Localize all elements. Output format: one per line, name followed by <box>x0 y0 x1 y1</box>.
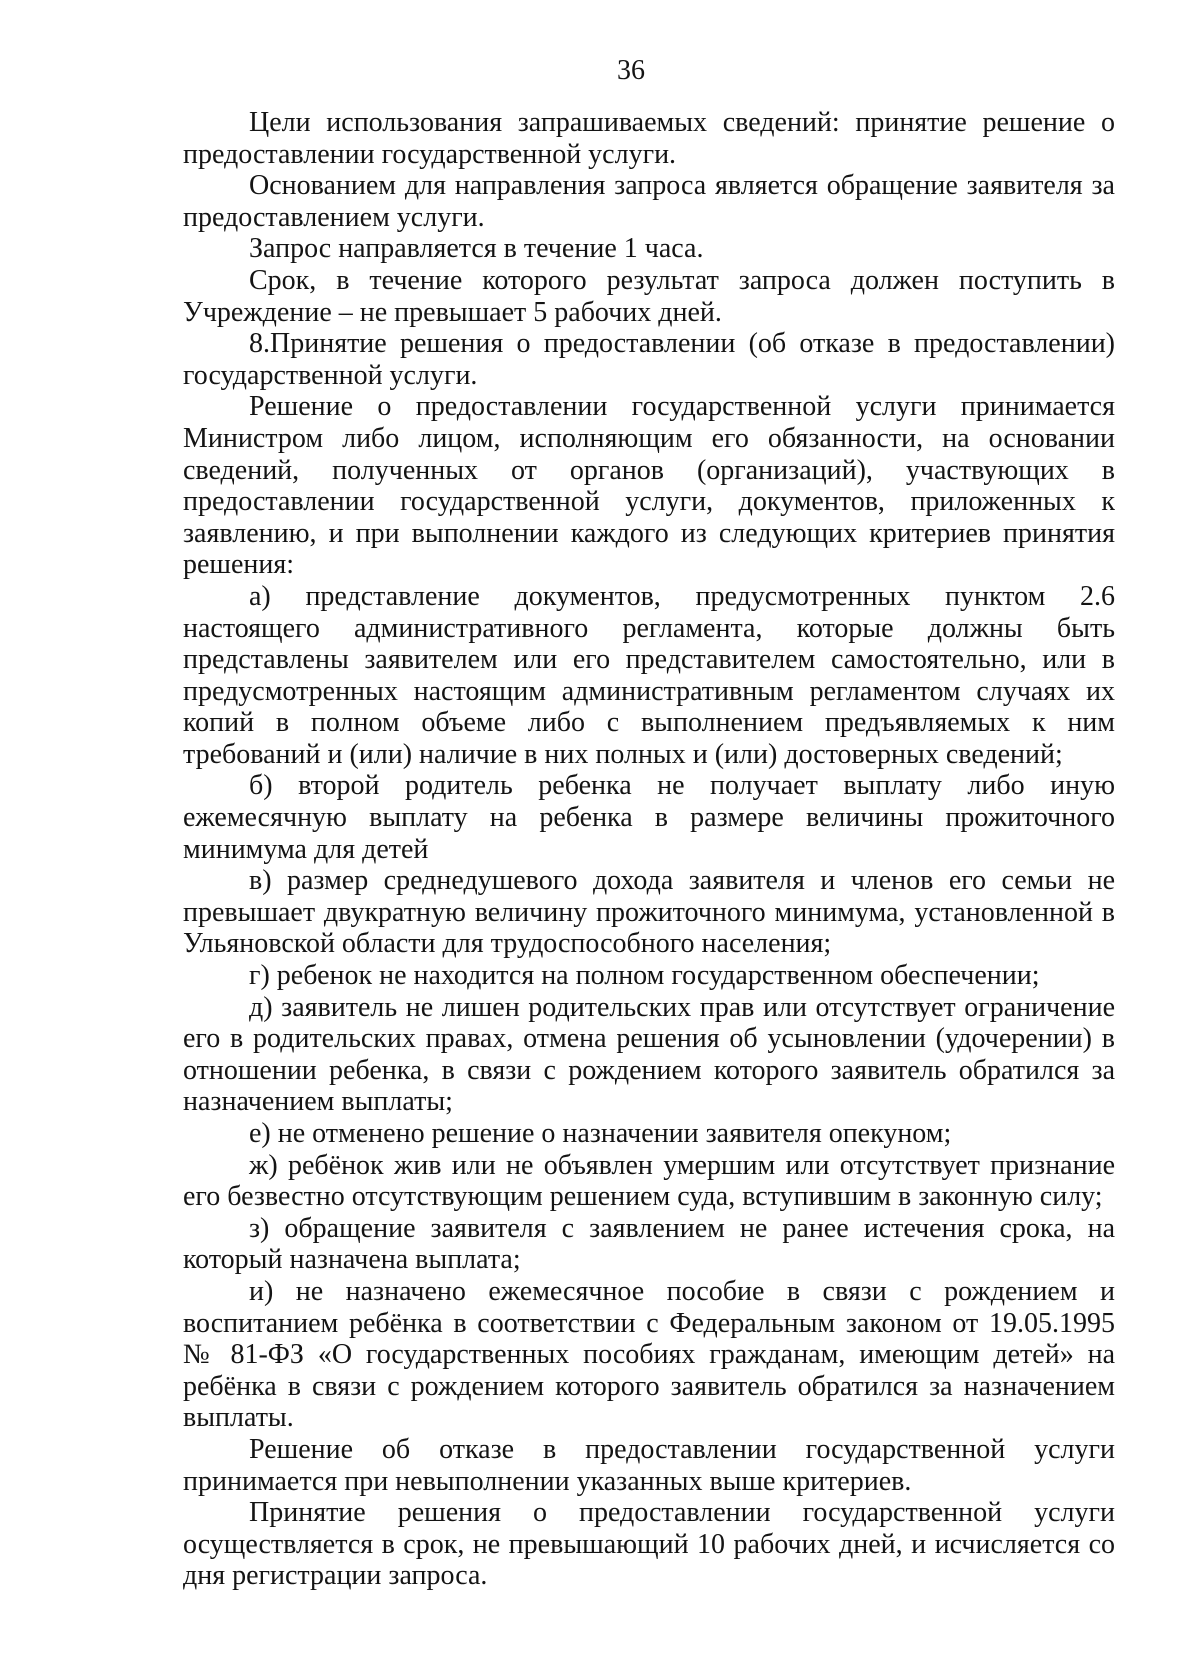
paragraph-basis: Основанием для направления запроса является обращение заявителя за предоставлением услуги. <box>183 170 1115 233</box>
criterion-e: е) не отменено решение о назначении заявителя опекуном; <box>249 1118 952 1149</box>
document-body <box>183 107 1115 1592</box>
criterion-z: з) обращение заявителя с заявлением не ранее истечения срока, на который назначена выплата; <box>183 1212 1115 1276</box>
criterion-v: в) размер среднедушевого дохода заявителя и членов его семьи не превышает двукратную величину прожиточного минимума, установленной в Ульяновской области для трудоспособного населения; <box>183 865 1115 960</box>
page-number: 36 <box>617 55 645 86</box>
paragraph-result-deadline: Срок, в течение которого результат запроса должен поступить в Учреждение – не превышает 5 рабочих дней. <box>183 264 1115 328</box>
criterion-i: и) не назначено ежемесячное пособие в связи с рождением и воспитанием ребёнка в соответствии с Федеральным законом от 19.05.1995 № 81-ФЗ «О государственных пособиях гражданам, имеющим детей» на ребёнка в связи с рождением которого заявитель обратился за назначением выплаты. <box>183 1275 1115 1434</box>
criterion-g: г) ребенок не находится на полном государственном обеспечении; <box>249 960 1040 992</box>
paragraph-refusal: Решение об отказе в предоставлении государственной услуги принимается при невыполнении указанных выше критериев. <box>183 1433 1115 1497</box>
paragraph-decision-term: Принятие решения о предоставлении государственной услуги осуществляется в срок, не превышающий 10 рабочих дней, и исчисляется со дня регистрации запроса. <box>183 1497 1115 1592</box>
paragraph-decision-criteria: Решение о предоставлении государственной услуги принимается Министром либо лицом, исполняющим его обязанности, на основании сведений, полученных от органов (организаций), участвующих в предоставлении государственной услуги, документов, приложенных к заявлению, и при выполнении каждого из следующих критериев принятия решения: <box>183 391 1115 581</box>
criterion-d: д) заявитель не лишен родительских прав или отсутствует ограничение его в родительских правах, отмена решения об усыновлении (удочерении) в отношении ребенка, в связи с рождением которого заявитель обратился за назначением выплаты; <box>183 991 1115 1118</box>
paragraph-section-8-heading: 8.Принятие решения о предоставлении (об отказе в предоставлении) государственной услуги. <box>183 328 1115 391</box>
criterion-zh: ж) ребёнок жив или не объявлен умершим или отсутствует признание его безвестно отсутствующим решением суда, вступившим в законную силу; <box>183 1149 1115 1213</box>
criterion-b: б) второй родитель ребенка не получает выплату либо иную ежемесячную выплату на ребенка в размере величины прожиточного минимума для детей <box>183 770 1115 865</box>
paragraph-request-time: Запрос направляется в течение 1 часа. <box>249 233 704 265</box>
paragraph-purpose: Цели использования запрашиваемых сведений: принятие решение о предоставлении государственной услуги. <box>183 107 1115 170</box>
criterion-a: а) представление документов, предусмотренных пунктом 2.6 настоящего административного регламента, которые должны быть представлены заявителем или его представителем самостоятельно, или в предусмотренных настоящим административным регламентом случаях их копий в полном объеме либо с выполнением предъявляемых к ним требований и (или) наличие в них полных и (или) достоверных сведений; <box>183 580 1115 770</box>
